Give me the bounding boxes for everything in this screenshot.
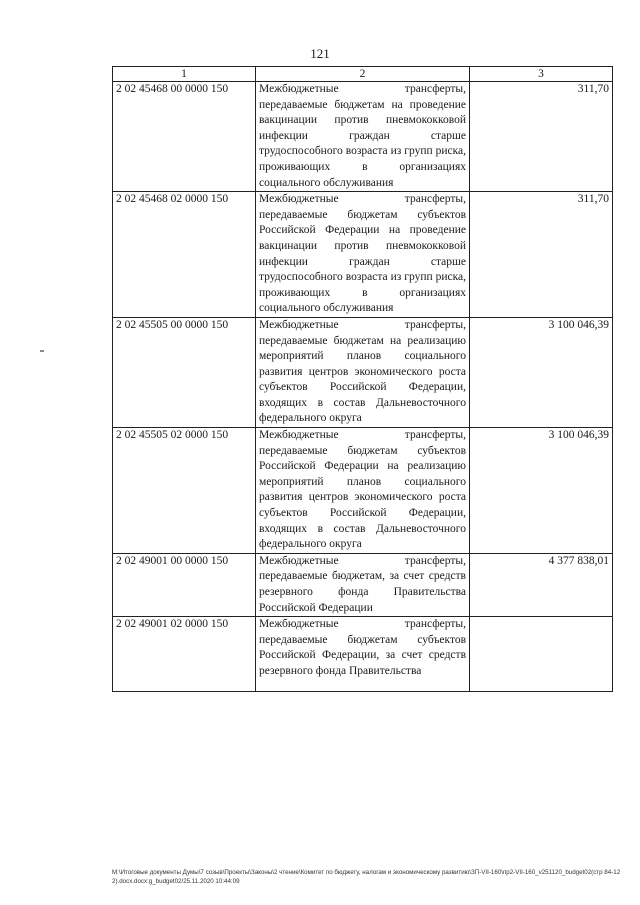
table-header-row	[113, 67, 613, 82]
table-row	[113, 82, 613, 192]
document-path-footer: M:\Итоговые документы Думы\7 созыв\Проекты\Законы\2 чтение\Комитет по бюджету, налогам и экономическому развитию\ЗП-VII-160\пр2-VII-160_v251120_budget02(стр 84-122).docx.docx:g_budget02/25.11.2020 10:44:09	[112, 869, 621, 885]
row-description: Межбюджетные трансферты, передаваемые бюджетам субъектов Российской Федерации на проведение вакцинации против пневмококковой инфекции граждан старше трудоспособного возраста из групп риска, проживающих в организациях социального обслуживания	[256, 192, 470, 318]
column-header-3: 3	[470, 67, 613, 82]
table-row	[113, 553, 613, 616]
row-description: Межбюджетные трансферты, передаваемые бюджетам, за счет средств резервного фонда Правительства Российской Федерации	[256, 553, 470, 616]
column-header-2: 2	[256, 67, 470, 82]
row-description: Межбюджетные трансферты, передаваемые бюджетам на проведение вакцинации против пневмококковой инфекции граждан старше трудоспособного возраста из групп риска, проживающих в организациях социального обслуживания	[256, 82, 470, 192]
row-amount: 4 377 838,01	[470, 553, 613, 616]
column-header-1: 1	[113, 67, 256, 82]
table-row	[113, 192, 613, 318]
row-description: Межбюджетные трансферты, передаваемые бюджетам субъектов Российской Федерации на реализацию мероприятий планов социального развития центров экономического роста субъектов Российской Федерации, входящих в состав Дальневосточного федерального округа	[256, 428, 470, 554]
budget-table	[112, 66, 613, 692]
budget-code: 2 02 45505 02 0000 150	[113, 428, 256, 554]
budget-code: 2 02 45468 00 0000 150	[113, 82, 256, 192]
table-row	[113, 317, 613, 427]
row-description: Межбюджетные трансферты, передаваемые бюджетам субъектов Российской Федерации, за счет средств резервного фонда Правительства	[256, 617, 470, 692]
row-amount	[470, 617, 613, 692]
row-description: Межбюджетные трансферты, передаваемые бюджетам на реализацию мероприятий планов социального развития центров экономического роста субъектов Российской Федерации, входящих в состав Дальневосточного федерального округа	[256, 317, 470, 427]
table-row	[113, 617, 613, 692]
budget-code: 2 02 45505 00 0000 150	[113, 317, 256, 427]
budget-code: 2 02 49001 00 0000 150	[113, 553, 256, 616]
table-row	[113, 428, 613, 554]
budget-code: 2 02 49001 02 0000 150	[113, 617, 256, 692]
page-number: 121	[310, 46, 330, 61]
row-amount: 3 100 046,39	[470, 317, 613, 427]
budget-code: 2 02 45468 02 0000 150	[113, 192, 256, 318]
scan-artifact	[40, 350, 44, 352]
row-amount: 3 100 046,39	[470, 428, 613, 554]
row-amount: 311,70	[470, 82, 613, 192]
row-amount: 311,70	[470, 192, 613, 318]
